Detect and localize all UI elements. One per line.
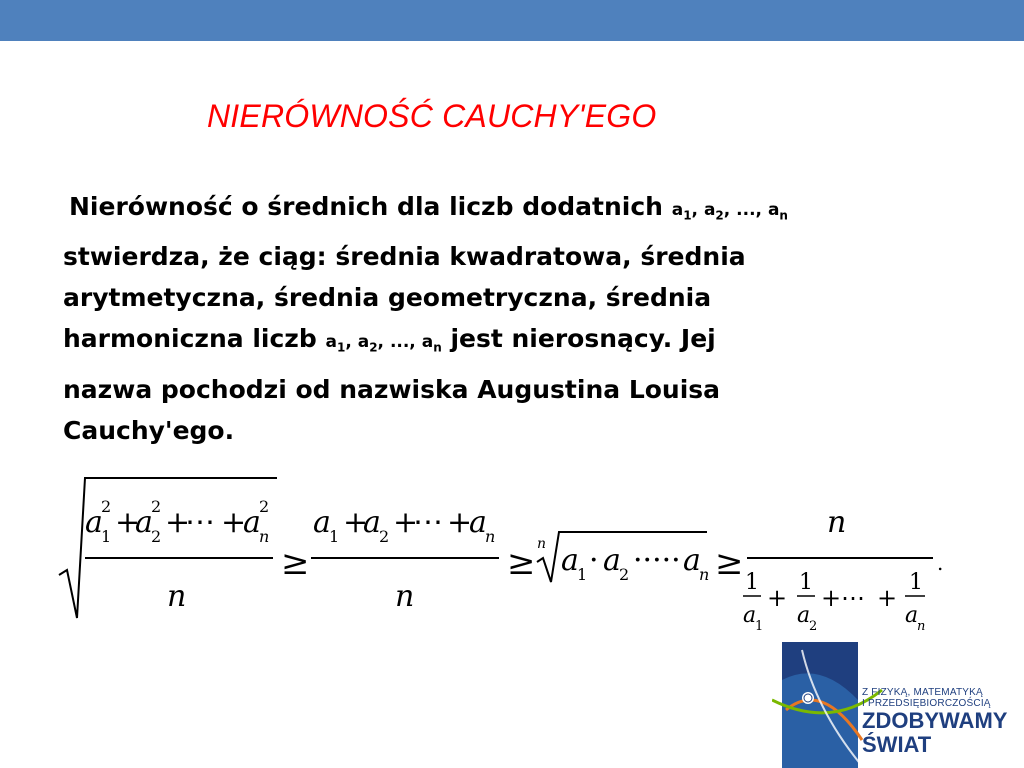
body-line-2: stwierdza, że ciąg: średnia kwadratowa, średnia bbox=[63, 242, 746, 272]
svg-text:n: n bbox=[537, 536, 547, 552]
svg-text:2: 2 bbox=[151, 527, 162, 546]
svg-text:a: a bbox=[313, 505, 331, 540]
svg-text:a: a bbox=[363, 505, 381, 540]
svg-text:+: + bbox=[115, 505, 141, 540]
svg-text:1: 1 bbox=[329, 527, 340, 546]
svg-text:a: a bbox=[743, 603, 757, 628]
svg-text:a: a bbox=[797, 603, 811, 628]
logo-line-1: Z FIZYKĄ, MATEMATYKĄ bbox=[862, 687, 983, 698]
svg-text:⋯: ⋯ bbox=[413, 505, 443, 540]
svg-text:1: 1 bbox=[909, 570, 923, 595]
svg-text:2: 2 bbox=[101, 497, 112, 516]
slide-title: NIERÓWNOŚĆ CAUCHY'EGO bbox=[207, 98, 657, 134]
svg-text:2: 2 bbox=[259, 497, 270, 516]
svg-text:n: n bbox=[395, 579, 415, 614]
svg-text:2: 2 bbox=[809, 619, 818, 634]
svg-text:≥: ≥ bbox=[281, 543, 310, 583]
body-paragraph bbox=[63, 186, 963, 451]
svg-text:a: a bbox=[135, 505, 153, 540]
svg-text:+: + bbox=[393, 505, 419, 540]
svg-text:+: + bbox=[165, 505, 191, 540]
svg-text:≥: ≥ bbox=[507, 543, 536, 583]
svg-text:a: a bbox=[243, 505, 261, 540]
logo-line-2: I PRZEDSIĘBIORCZOŚCIĄ bbox=[862, 698, 991, 709]
svg-text:+: + bbox=[221, 505, 247, 540]
svg-text:2: 2 bbox=[379, 527, 390, 546]
logo-text bbox=[862, 687, 1007, 757]
svg-text:n: n bbox=[699, 565, 710, 584]
svg-text:n: n bbox=[485, 527, 496, 546]
svg-text:a: a bbox=[905, 603, 919, 628]
svg-text:+: + bbox=[821, 584, 842, 612]
svg-text:·: · bbox=[589, 543, 599, 578]
sequence-a1-an: $a_1$, $a_2$, ..., $a_n$ bbox=[671, 200, 788, 223]
svg-text:1: 1 bbox=[577, 565, 588, 584]
svg-text:·····: ····· bbox=[633, 543, 681, 578]
svg-text:n: n bbox=[167, 579, 187, 614]
svg-text:+: + bbox=[767, 584, 788, 612]
logo-line-4: ŚWIAT bbox=[862, 732, 932, 757]
body-line-4: harmoniczna liczb $a_1$, $a_2$, ..., $a_n$ jest nierosnący. Jej bbox=[63, 324, 716, 355]
logo-line-3: ZDOBYWAMY bbox=[862, 708, 1008, 733]
body-line-6: Cauchy'ego. bbox=[63, 415, 235, 445]
svg-text:⋯: ⋯ bbox=[841, 584, 865, 612]
svg-text:n: n bbox=[917, 619, 926, 634]
svg-text:2: 2 bbox=[151, 497, 162, 516]
svg-text:a: a bbox=[683, 543, 701, 578]
svg-text:a: a bbox=[561, 543, 579, 578]
svg-text:1: 1 bbox=[101, 527, 112, 546]
top-band bbox=[0, 0, 1024, 41]
svg-text:1: 1 bbox=[755, 619, 764, 634]
body-line-1-text: Nierówność o średnich dla liczb dodatnich bbox=[69, 192, 663, 221]
svg-text:a: a bbox=[469, 505, 487, 540]
body-line-5: nazwa pochodzi od nazwiska Augustina Louisa bbox=[63, 374, 721, 404]
body-line-1 bbox=[63, 186, 963, 236]
svg-text:2: 2 bbox=[619, 565, 630, 584]
body-line-3: arytmetyczna, średnia geometryczna, średnia bbox=[63, 283, 712, 313]
svg-text:1: 1 bbox=[745, 570, 759, 595]
svg-text:a: a bbox=[603, 543, 621, 578]
svg-text:n: n bbox=[259, 527, 270, 546]
svg-text:+: + bbox=[343, 505, 369, 540]
svg-text:1: 1 bbox=[799, 570, 813, 595]
svg-text:⋯: ⋯ bbox=[185, 505, 215, 540]
sequence-a1-an-2: $a_1$, $a_2$, ..., $a_n$ bbox=[325, 332, 442, 355]
svg-text:a: a bbox=[85, 505, 103, 540]
svg-text:+: + bbox=[447, 505, 473, 540]
cauchy-inequality-formula bbox=[55, 470, 955, 645]
svg-text:n: n bbox=[827, 505, 847, 540]
svg-text:≥: ≥ bbox=[715, 543, 744, 583]
svg-text:.: . bbox=[937, 551, 944, 575]
svg-text:+: + bbox=[877, 584, 898, 612]
